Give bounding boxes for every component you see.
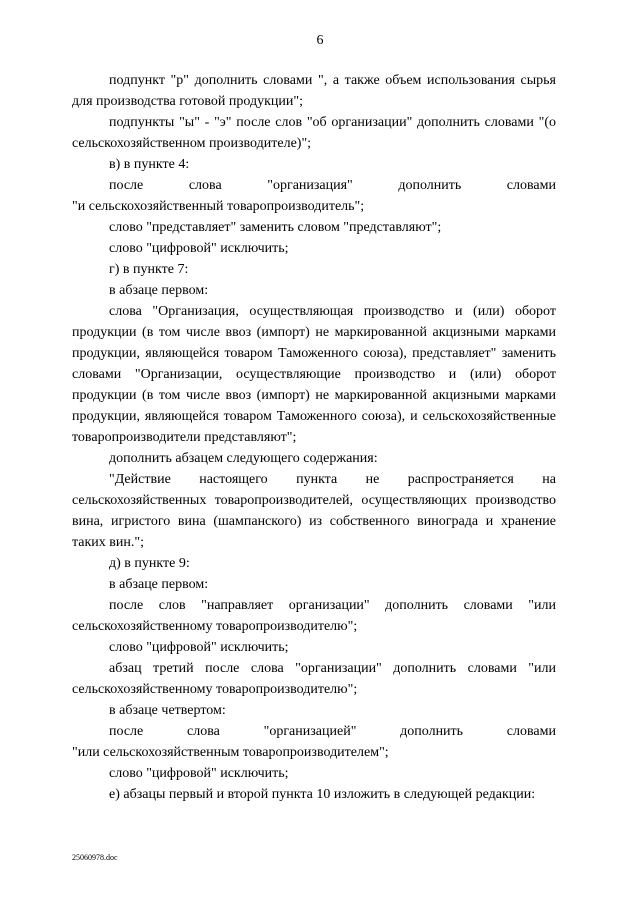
paragraph: в абзаце четвертом: bbox=[109, 703, 226, 718]
page-number: 6 bbox=[316, 33, 324, 48]
paragraph: подпункты "ы" - "э" после слов "об организации" дополнить словами "(о сельскохозяйственном производителе)"; bbox=[72, 115, 556, 151]
paragraph: после слов "направляет организации" дополнить словами "или сельскохозяйственному товаропроизводителю"; bbox=[72, 598, 556, 634]
paragraph: "Действие настоящего пункта не распространяется на сельскохозяйственных товаропроизводителей, осуществляющих производство вина, игристого вина (шампанского) из собственного винограда и хранение таких вин."; bbox=[72, 472, 556, 550]
document-body bbox=[72, 70, 556, 805]
spread-line: слова "организацией" дополнить словами bbox=[187, 724, 556, 739]
spread-word: после bbox=[109, 724, 144, 739]
paragraph: слово "цифровой" исключить; bbox=[109, 766, 289, 781]
paragraph bbox=[72, 175, 556, 196]
paragraph: в) в пункте 4: bbox=[109, 157, 190, 172]
paragraph: абзац третий после слова "организации" дополнить словами "или сельскохозяйственному товаропроизводителю"; bbox=[72, 661, 556, 697]
paragraph: д) в пункте 9: bbox=[109, 556, 190, 571]
paragraph: "или сельскохозяйственным товаропроизводителем"; bbox=[72, 745, 389, 760]
paragraph: слова "Организация, осуществляющая производство и (или) оборот продукции (в том числе ввоз (импорт) не маркированной акцизными марками продукции, являющейся товаром Таможенного союза), представляет" заменить словами "Организации, осуществляющие производство и (или) оборот продукции (в том числе ввоз (импорт) не маркированной акцизными марками продукции, являющейся товаром Таможенного союза), и сельскохозяйственные товаропроизводители представляют"; bbox=[72, 304, 556, 445]
paragraph: е) абзацы первый и второй пункта 10 изложить в следующей редакции: bbox=[109, 787, 536, 802]
spread-line: слова "организация" дополнить словами bbox=[188, 178, 556, 193]
paragraph bbox=[72, 721, 556, 742]
footer-filename: 25060978.doc bbox=[72, 853, 118, 862]
paragraph: слово "цифровой" исключить; bbox=[109, 241, 289, 256]
paragraph: дополнить абзацем следующего содержания: bbox=[109, 451, 378, 466]
spread-word: после bbox=[109, 178, 144, 193]
paragraph: слово "представляет" заменить словом "представляют"; bbox=[109, 220, 442, 235]
paragraph: подпункт "р" дополнить словами ", а также объем использования сырья для производства готовой продукции"; bbox=[72, 73, 556, 109]
paragraph: слово "цифровой" исключить; bbox=[109, 640, 289, 655]
paragraph: в абзаце первом: bbox=[109, 577, 209, 592]
paragraph: в абзаце первом: bbox=[109, 283, 209, 298]
paragraph: "и сельскохозяйственный товаропроизводитель"; bbox=[72, 199, 365, 214]
paragraph: г) в пункте 7: bbox=[109, 262, 189, 277]
